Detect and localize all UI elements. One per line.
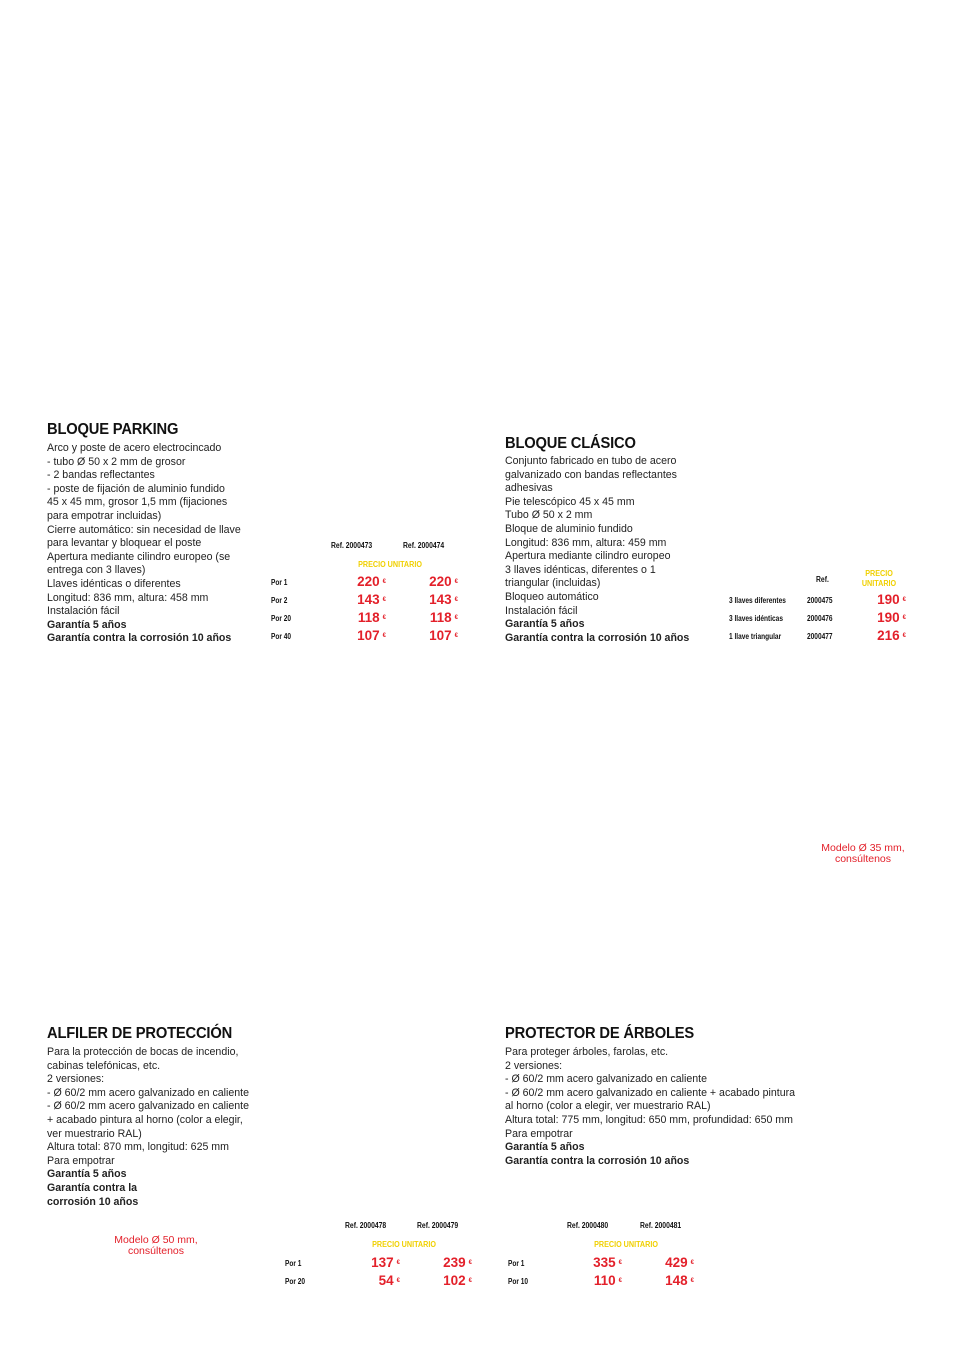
bloque-clasico-description xyxy=(505,455,689,645)
desc-line: galvanizado con bandas reflectantes xyxy=(505,468,677,481)
price-value: 110 € xyxy=(593,1273,622,1288)
guarantee-line: Garantía 5 años xyxy=(505,618,585,631)
guarantee-line: Garantía contra la corrosión 10 años xyxy=(505,1154,690,1167)
section-title-bloque-parking: BLOQUE PARKING xyxy=(47,421,179,438)
price-value: 429 € xyxy=(665,1255,694,1270)
section-title-protector-arboles: PROTECTOR DE ÁRBOLES xyxy=(505,1025,695,1042)
precio-unitario-label: PRECIO UNITARIO xyxy=(594,1240,658,1249)
price-value: 148 € xyxy=(665,1273,694,1288)
guarantee-line: Garantía contra la corrosión 10 años xyxy=(47,632,232,645)
desc-line: 2 versiones: xyxy=(505,1059,563,1072)
guarantee-line: Garantía contra la corrosión 10 años xyxy=(505,631,690,644)
desc-line: Bloque de aluminio fundido xyxy=(505,522,633,535)
desc-line: 3 llaves idénticas, diferentes o 1 xyxy=(505,563,656,576)
precio-unitario-label: PRECIO UNITARIO xyxy=(372,1240,436,1249)
quantity-label: Por 1 xyxy=(285,1259,302,1268)
precio-unitario-line: UNITARIO xyxy=(861,579,897,588)
price-value: 118 € xyxy=(357,610,386,625)
desc-line: cabinas telefónicas, etc. xyxy=(47,1059,161,1072)
desc-line: para levantar y bloquear el poste xyxy=(47,537,202,550)
desc-line: Para empotrar xyxy=(47,1154,115,1167)
desc-line: Para la protección de bocas de incendio, xyxy=(47,1046,239,1058)
keys-label: 3 llaves idénticas xyxy=(729,614,783,623)
desc-line: para empotrar incluidas) xyxy=(47,509,162,522)
desc-line: Para empotrar xyxy=(505,1127,573,1140)
alfiler-description xyxy=(47,1046,249,1209)
price-value: 118 € xyxy=(429,610,458,625)
ref-value: 2000475 xyxy=(807,596,833,605)
ref-value: 2000477 xyxy=(807,632,833,641)
price-value: 107 € xyxy=(429,628,458,643)
ref-header: Ref. 2000480 xyxy=(567,1221,609,1230)
note-line: consúltenos xyxy=(127,1245,185,1257)
section-title-alfiler: ALFILER DE PROTECCIÓN xyxy=(47,1025,233,1042)
ref-header: Ref. 2000474 xyxy=(403,541,445,550)
desc-line: Cierre automático: sin necesidad de llave xyxy=(47,523,241,536)
price-value: 143 € xyxy=(429,592,458,607)
desc-line: - Ø 60/2 mm acero galvanizado en caliente xyxy=(505,1073,707,1086)
quantity-label: Por 2 xyxy=(271,596,288,605)
precio-unitario-line: PRECIO xyxy=(865,569,893,578)
section-title-bloque-clasico: BLOQUE CLÁSICO xyxy=(505,435,636,452)
price-value: 102 € xyxy=(443,1273,472,1288)
desc-line: Conjunto fabricado en tubo de acero xyxy=(505,455,677,467)
desc-line: adhesivas xyxy=(505,482,553,495)
desc-line: Para proteger árboles, farolas, etc. xyxy=(505,1046,669,1058)
guarantee-line: Garantía 5 años xyxy=(505,1141,585,1154)
ref-header: Ref. xyxy=(816,575,829,584)
desc-line: ver muestrario RAL) xyxy=(47,1127,142,1140)
desc-line: - Ø 60/2 mm acero galvanizado en caliente xyxy=(47,1086,249,1099)
desc-line: Altura total: 775 mm, longitud: 650 mm, profundidad: 650 mm xyxy=(505,1113,793,1126)
desc-line: Instalación fácil xyxy=(47,605,120,618)
desc-line: Instalación fácil xyxy=(505,604,578,617)
desc-line: + acabado pintura al horno (color a elegir, xyxy=(47,1113,243,1126)
price-value: 216 € xyxy=(877,628,906,643)
desc-line: - tubo Ø 50 x 2 mm de grosor xyxy=(47,455,186,468)
desc-line: Llaves idénticas o diferentes xyxy=(47,577,181,590)
model-note xyxy=(100,1235,212,1257)
desc-line: Bloqueo automático xyxy=(505,590,599,603)
price-value: 220 € xyxy=(429,574,458,589)
desc-line: al horno (color a elegir, ver muestrario RAL) xyxy=(505,1100,711,1113)
price-value: 190 € xyxy=(877,592,906,607)
note-line: Modelo Ø 35 mm, xyxy=(821,842,905,854)
price-value: 239 € xyxy=(443,1255,472,1270)
desc-line: 2 versiones: xyxy=(47,1073,105,1086)
price-value: 54 € xyxy=(378,1273,400,1288)
desc-line: Altura total: 870 mm, longitud: 625 mm xyxy=(47,1141,229,1154)
desc-line: Longitud: 836 mm, altura: 459 mm xyxy=(505,536,667,549)
price-value: 137 € xyxy=(371,1255,400,1270)
bloque-parking-description xyxy=(47,442,241,646)
desc-line: Arco y poste de acero electrocincado xyxy=(47,442,222,454)
desc-line: Pie telescópico 45 x 45 mm xyxy=(505,495,635,508)
note-line: consúltenos xyxy=(834,853,892,865)
quantity-label: Por 20 xyxy=(285,1277,306,1286)
ref-header: Ref. 2000481 xyxy=(640,1221,682,1230)
desc-line: triangular (incluidas) xyxy=(505,577,601,590)
guarantee-line: Garantía contra la xyxy=(47,1181,138,1194)
precio-unitario-label: PRECIO UNITARIO xyxy=(358,560,422,569)
desc-line: Longitud: 836 mm, altura: 458 mm xyxy=(47,591,209,604)
price-value: 107 € xyxy=(357,628,386,643)
guarantee-line: Garantía 5 años xyxy=(47,1168,127,1181)
desc-line: entrega con 3 llaves) xyxy=(47,564,146,577)
note-line: Modelo Ø 50 mm, xyxy=(114,1234,198,1246)
model-note xyxy=(808,843,918,865)
quantity-label: Por 20 xyxy=(271,614,292,623)
price-value: 335 € xyxy=(593,1255,622,1270)
keys-label: 3 llaves diferentes xyxy=(729,596,786,605)
price-value: 143 € xyxy=(357,592,386,607)
desc-line: Apertura mediante cilindro europeo xyxy=(505,550,671,563)
ref-header: Ref. 2000478 xyxy=(345,1221,387,1230)
ref-value: 2000476 xyxy=(807,614,833,623)
precio-unitario-label xyxy=(852,569,906,589)
ref-header: Ref. 2000473 xyxy=(331,541,373,550)
guarantee-line: corrosión 10 años xyxy=(47,1195,139,1208)
ref-header: Ref. 2000479 xyxy=(417,1221,459,1230)
guarantee-line: Garantía 5 años xyxy=(47,618,127,631)
desc-line: - Ø 60/2 mm acero galvanizado en caliente xyxy=(47,1100,249,1113)
desc-line: Apertura mediante cilindro europeo (se xyxy=(47,550,231,563)
desc-line: - 2 bandas reflectantes xyxy=(47,469,155,482)
desc-line: 45 x 45 mm, grosor 1,5 mm (fijaciones xyxy=(47,496,228,509)
quantity-label: Por 1 xyxy=(508,1259,525,1268)
price-value: 190 € xyxy=(877,610,906,625)
keys-label: 1 llave triangular xyxy=(729,632,782,641)
desc-line: Tubo Ø 50 x 2 mm xyxy=(505,509,593,522)
protector-arboles-description xyxy=(505,1046,795,1168)
quantity-label: Por 10 xyxy=(508,1277,529,1286)
price-value: 220 € xyxy=(357,574,386,589)
desc-line: - Ø 60/2 mm acero galvanizado en caliente + acabado pintura xyxy=(505,1086,796,1099)
quantity-label: Por 1 xyxy=(271,578,288,587)
desc-line: - poste de fijación de aluminio fundido xyxy=(47,482,225,495)
quantity-label: Por 40 xyxy=(271,632,292,641)
